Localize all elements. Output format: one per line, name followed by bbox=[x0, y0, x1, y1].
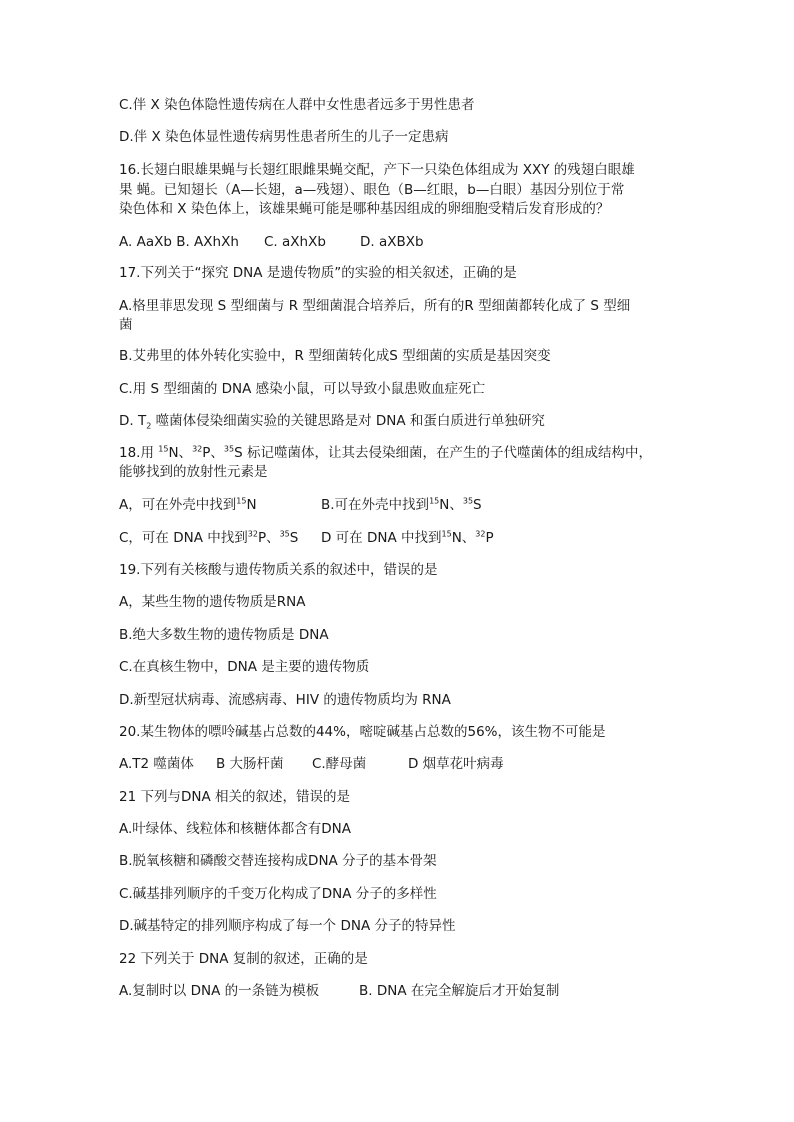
q18-sup-15: 15 bbox=[158, 444, 169, 454]
q18-option-a-post: N bbox=[246, 497, 257, 513]
q22-option-a[interactable]: A.复制时以 DNA 的一条链为模板 bbox=[119, 983, 320, 999]
q17-option-d-subscript: 2 bbox=[146, 421, 152, 431]
q18-stem-n: N、 bbox=[168, 445, 193, 461]
q18-option-d-sup1: 15 bbox=[441, 529, 452, 539]
q18-stem-line2: 能够找到的放射性元素是 bbox=[119, 464, 268, 480]
q18-option-b-sup1: 15 bbox=[429, 496, 440, 506]
q17-option-d-pre: D. T bbox=[119, 413, 147, 429]
q18-option-c-mid: P、 bbox=[257, 530, 280, 546]
q18-options-row2 bbox=[119, 529, 699, 547]
q18-option-b-mid: N、 bbox=[439, 497, 463, 513]
q16-option-c[interactable]: C. aXhXb bbox=[264, 234, 326, 250]
q17-stem: 17.下列关于“探究 DNA 是遗传物质”的实验的相关叙述，正确的是 bbox=[119, 265, 517, 281]
q18-option-c-pre: C，可在 DNA 中找到 bbox=[119, 530, 248, 546]
q21-option-a[interactable]: A.叶绿体、线粒体和核糖体都含有DNA bbox=[119, 821, 352, 837]
q18-option-a-pre: A，可在外壳中找到 bbox=[119, 497, 237, 513]
q17-option-c[interactable]: C.用 S 型细菌的 DNA 感染小鼠，可以导致小鼠患败血症死亡 bbox=[119, 381, 486, 397]
q18-option-d-sup2: 32 bbox=[475, 529, 486, 539]
q16-option-d[interactable]: D. aXBXb bbox=[360, 234, 424, 250]
q17-option-d-post: 噬菌体侵染细菌实验的关键思路是对 DNA 和蛋白质进行单独研究 bbox=[151, 413, 545, 429]
q16-stem-line2: 果 蝇。已知翅长（A—长翅，a—残翅）、眼色（B—红眼，b—白眼）基因分别位于常 bbox=[119, 182, 625, 198]
q18-option-d-pre: D 可在 DNA 中找到 bbox=[321, 530, 442, 546]
q20-option-c[interactable]: C.酵母菌 bbox=[312, 756, 367, 772]
q18-option-b-sup2: 35 bbox=[462, 496, 474, 506]
q18-stem-p: P、 bbox=[202, 445, 224, 461]
q20-stem: 20.某生物体的嘌呤碱基占总数的44%，嘧啶碱基占总数的56%，该生物不可能是 bbox=[119, 724, 606, 740]
q21-option-c[interactable]: C.碱基排列顺序的千变万化构成了DNA 分子的多样性 bbox=[119, 886, 437, 902]
q22-options bbox=[119, 982, 699, 1000]
q18-option-c-sup1: 32 bbox=[247, 529, 258, 539]
q16-options bbox=[119, 233, 699, 251]
q19-option-d[interactable]: D.新型冠状病毒、流感病毒、HIV 的遗传物质均为 RNA bbox=[119, 692, 451, 708]
q17-option-a-line2[interactable]: 菌 bbox=[119, 317, 133, 333]
q19-stem: 19.下列有关核酸与遗传物质关系的叙述中，错误的是 bbox=[119, 562, 438, 578]
q18-stem-line1 bbox=[119, 444, 699, 462]
q18-sup-32: 32 bbox=[192, 444, 203, 454]
q21-stem: 21 下列与DNA 相关的叙述，错误的是 bbox=[119, 789, 350, 805]
q18-option-b[interactable] bbox=[321, 496, 482, 514]
q18-sup-35: 35 bbox=[223, 444, 235, 454]
q17-option-a-line1[interactable]: A.格里菲思发现 S 型细菌与 R 型细菌混合培养后，所有的R 型细菌都转化成了 S 型细 bbox=[119, 298, 631, 314]
q20-option-d[interactable]: D 烟草花叶病毒 bbox=[408, 756, 504, 772]
q18-option-c-sup2: 35 bbox=[279, 529, 290, 539]
q17-option-d[interactable] bbox=[119, 412, 699, 430]
q22-stem: 22 下列关于 DNA 复制的叙述，正确的是 bbox=[119, 951, 368, 967]
q15-option-d[interactable]: D.伴 X 染色体显性遗传病男性患者所生的儿子一定患病 bbox=[119, 129, 449, 145]
q18-option-a-sup: 15 bbox=[236, 496, 247, 506]
q19-option-b[interactable]: B.绝大多数生物的遗传物质是 DNA bbox=[119, 627, 329, 643]
q18-option-b-pre: B.可在外壳中找到 bbox=[321, 497, 430, 513]
q16-option-ab[interactable]: A. AaXb B. AXhXh bbox=[119, 234, 239, 250]
q16-stem-line3: 染色体和 X 染色体上，该雄果蝇可能是哪种基因组成的卵细胞受精后发育形成的？ bbox=[119, 201, 610, 217]
q19-option-c[interactable]: C.在真核生物中，DNA 是主要的遗传物质 bbox=[119, 659, 370, 675]
q17-option-b[interactable]: B.艾弗里的体外转化实验中，R 型细菌转化成S 型细菌的实质是基因突变 bbox=[119, 348, 551, 364]
q18-stem-pre: 18.用 bbox=[119, 445, 159, 461]
q18-stem-post: S 标记噬菌体，让其去侵染细菌，在产生的子代噬菌体的组成结构中， bbox=[234, 445, 652, 461]
q15-option-c[interactable]: C.伴 X 染色体隐性遗传病在人群中女性患者远多于男性患者 bbox=[119, 97, 475, 113]
q19-option-a[interactable]: A，某些生物的遗传物质是RNA bbox=[119, 594, 306, 610]
q21-option-b[interactable]: B.脱氧核糖和磷酸交替连接构成DNA 分子的基本骨架 bbox=[119, 853, 437, 869]
q18-option-a[interactable] bbox=[119, 496, 321, 514]
q20-option-b[interactable]: B 大肠杆菌 bbox=[216, 756, 284, 772]
q18-options-row1 bbox=[119, 496, 699, 514]
q21-option-d[interactable]: D.碱基特定的排列顺序构成了每一个 DNA 分子的特异性 bbox=[119, 918, 456, 934]
q18-option-d-mid: N、 bbox=[451, 530, 476, 546]
q16-stem-line1: 16.长翅白眼雄果蝇与长翅红眼雌果蝇交配，产下一只染色体组成为 XXY 的残翅白眼雄 bbox=[119, 162, 635, 178]
q18-option-d-post: P bbox=[485, 530, 494, 546]
q18-option-c-post: S bbox=[289, 530, 299, 546]
q22-option-b[interactable]: B. DNA 在完全解旋后才开始复制 bbox=[359, 983, 560, 999]
q20-options bbox=[119, 755, 699, 773]
q18-option-d[interactable] bbox=[321, 529, 494, 547]
q18-option-c[interactable] bbox=[119, 529, 321, 547]
q20-option-a[interactable]: A.T2 噬菌体 bbox=[119, 756, 194, 772]
q18-option-b-post: S bbox=[473, 497, 482, 513]
